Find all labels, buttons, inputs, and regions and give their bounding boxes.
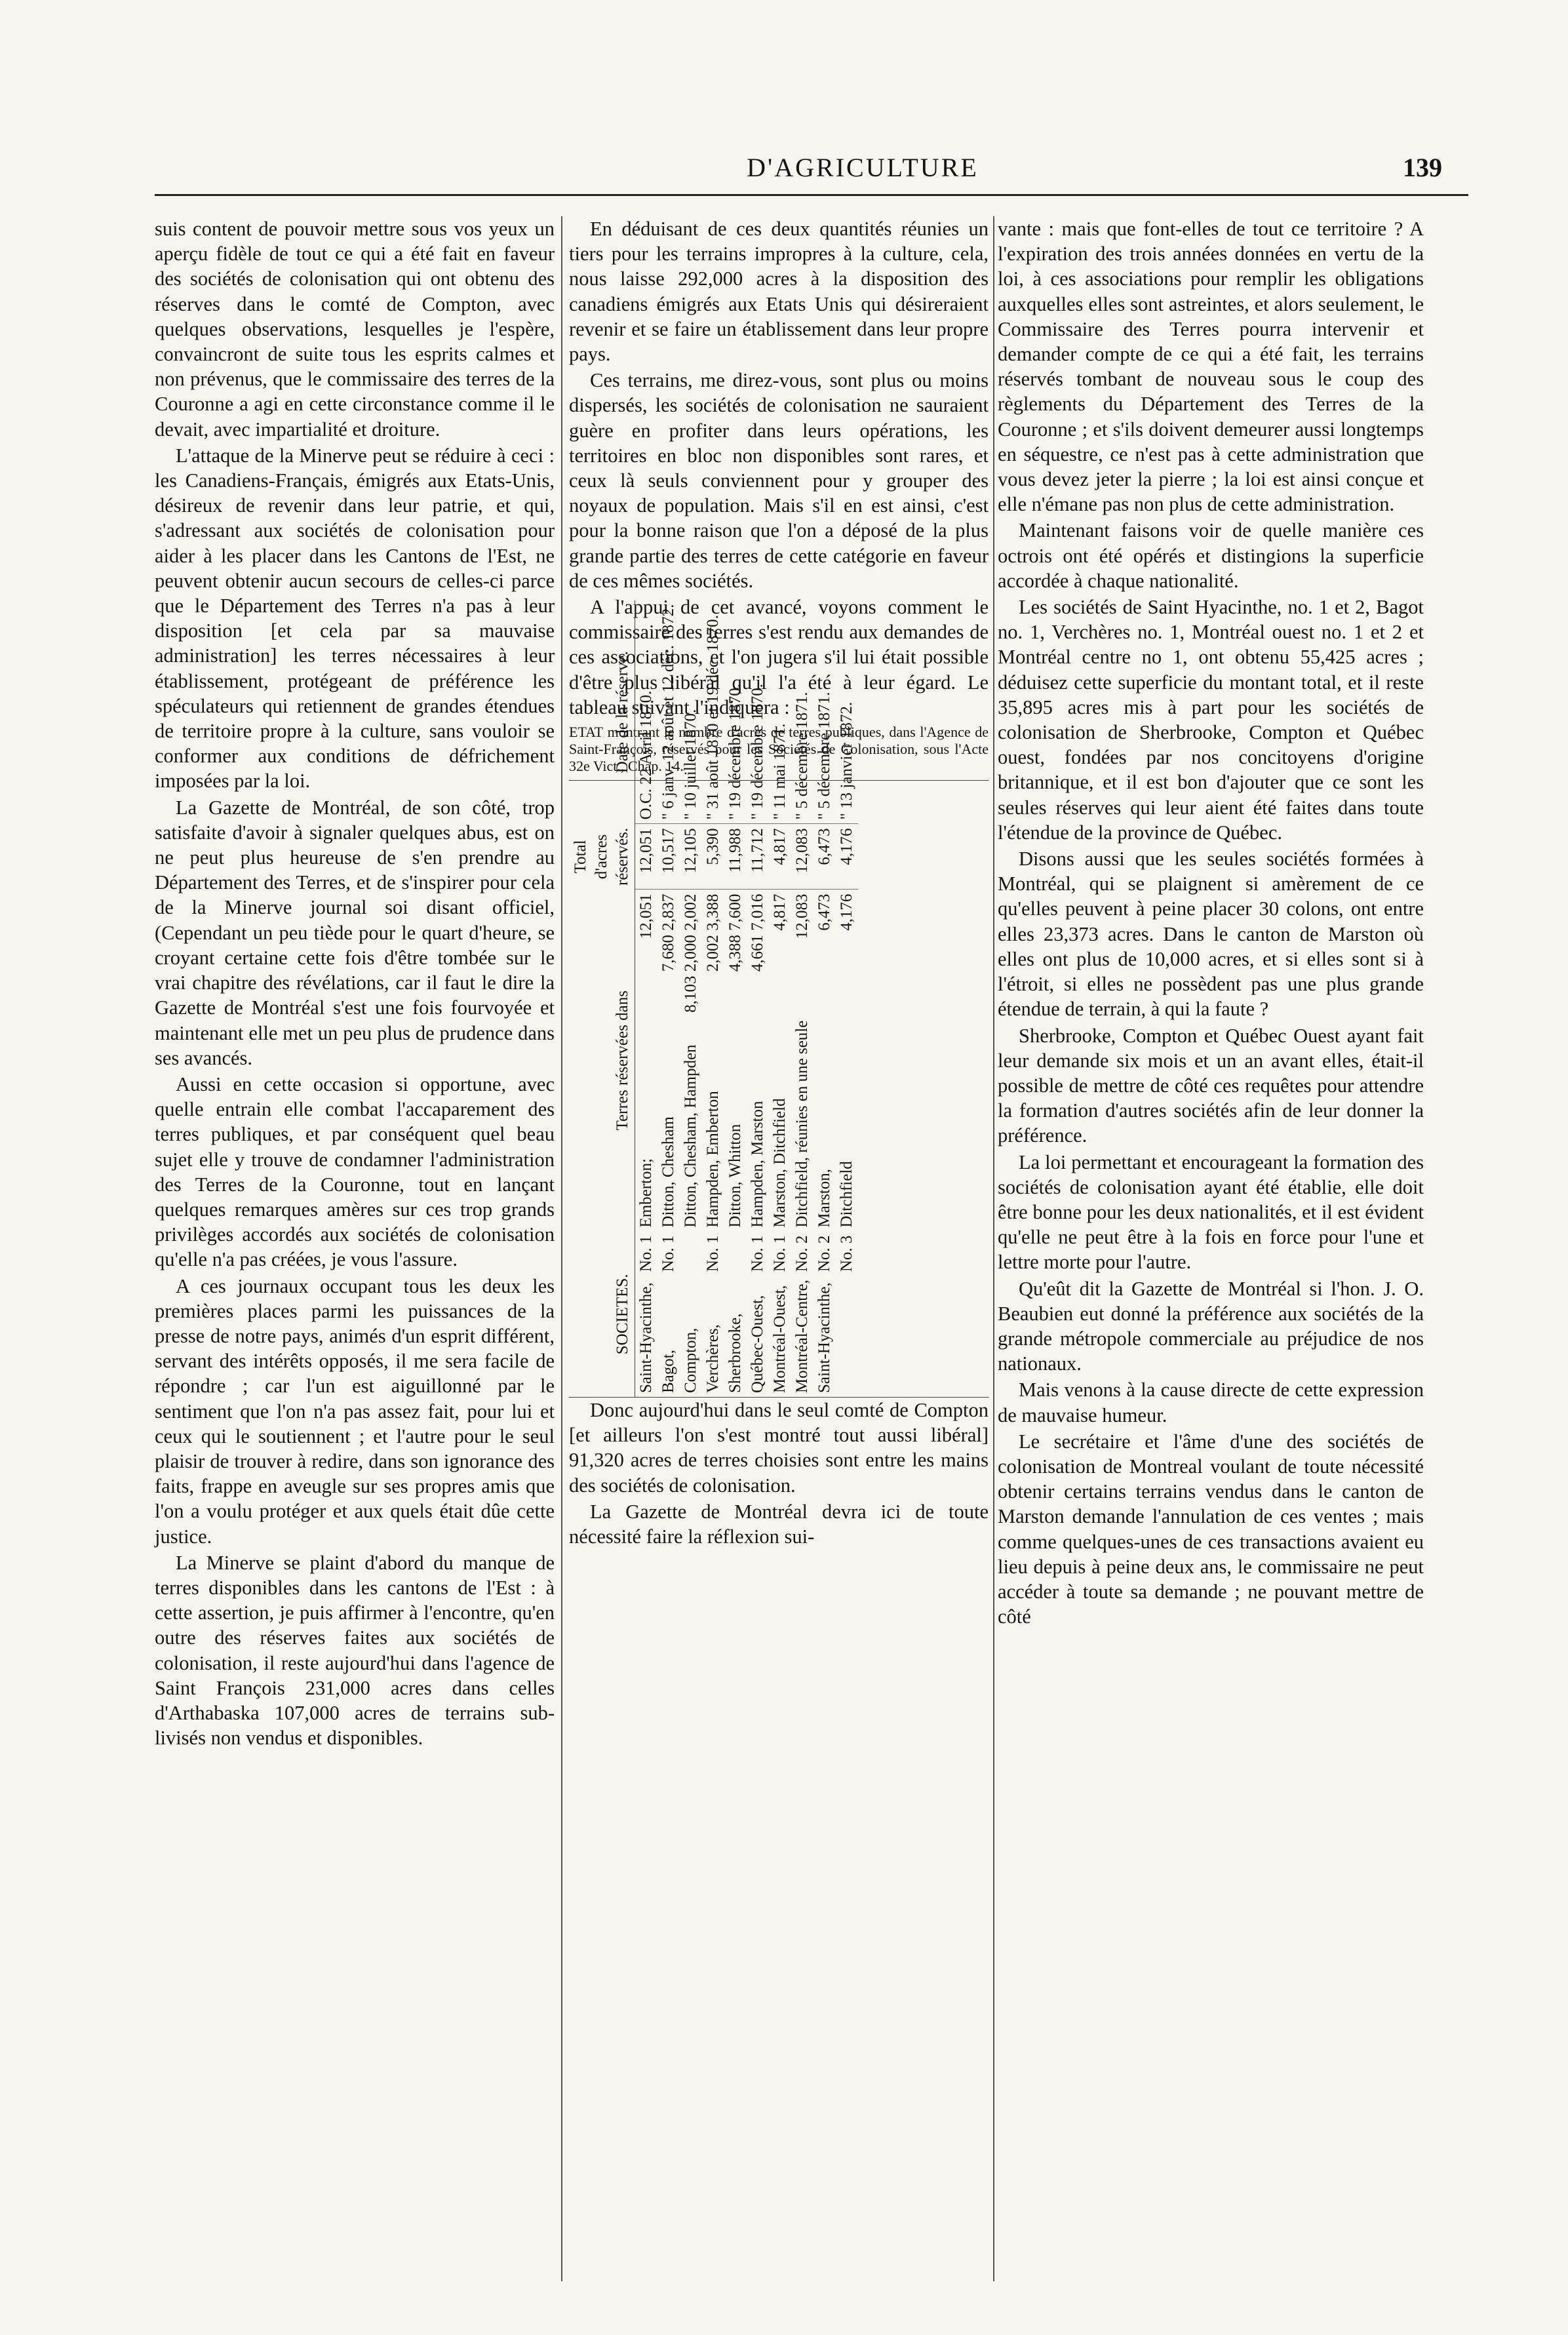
cell-no: No. 2 [815, 1235, 833, 1272]
table-caption-lead: ETAT [569, 724, 604, 741]
paragraph: Le secrétaire et l'âme d'une des sociétés de colonisation de Montreal voulant de toute nécessité obtenir certains terrains vendus dans le canton de Marston demande l'annulation de ces ventes ; mais comme quelques-unes de ces transactions avaient eu lieu depuis à peine deux ans, le commissaire ne peut accéder à toute sa demande ; ne pouvant mettre de côté [998, 1430, 1424, 1628]
table-row [635, 600, 658, 1397]
cell-cantons: Ditton, Whitton [726, 1124, 744, 1228]
cell-total: 6,473 [813, 824, 836, 890]
running-title: D'AGRICULTURE [747, 153, 979, 182]
column-left [155, 216, 555, 2281]
cell-acres: 7,680 2,837 [659, 893, 677, 972]
cell-cantons: Ditchfield [838, 1161, 855, 1228]
table-header-row [569, 600, 635, 1397]
paragraph: A ces journaux occupant tous les deux les premières places parmi les puissances de la presse de notre pays, animés d'un esprit différent, servant des intérêts opposés, il me sera facile de répondre ; car l'un est aiguillonné par le sentiment que l'on n'a pas assez fait, pour lui et ceux qui le soutiennent ; et l'autre pour le seul plaisir de trouver à redire, dans son ignorance des faits, frappe en aveugle sur ses propres amis que l'on a voulu protéger et aux quels était dûe cette justice. [155, 1274, 555, 1548]
cell-societe: Sherbrooke, [726, 1313, 744, 1394]
header-terres: Terres réservées dans [569, 890, 635, 1232]
cell-total: 11,988 [724, 824, 747, 890]
paragraph: Maintenant faisons voir de quelle manière ces octrois ont été opérés et distingions la superficie accordée à chaque nationalité. [998, 519, 1424, 592]
header-rule [155, 194, 1468, 196]
cell-societe: Québec-Ouest, [749, 1295, 766, 1394]
cell-acres: 4,176 [838, 893, 855, 931]
cell-acres: 4,661 7,016 [749, 893, 766, 972]
paragraph: L'attaque de la Minerve peut se réduire à ceci : les Canadiens-Français, émigrés aux Etats-Unis, désireux de revenir dans leur patrie, et qui, s'adressant aux sociétés de colonisation pour aider à les placer dans les Cantons de l'Est, ne peuvent obtenir aucun secours de celles-ci parce que le Département des Terres n'a pas à leur disposition [et cela par sa mauvaise administration] les terres nécessaires à leur établissement, protégeant de préférence les spéculateurs qui retiennent de grandes étendues de territoire propre à la culture, sans vouloir se conformer aux conditions de défrichement imposées par la loi. [155, 444, 555, 793]
paragraph: En déduisant de ces deux quantités réunies un tiers pour les terrains impropres à la culture, cela, nous laisse 292,000 acres à la disposition des canadiens émigrés aux Etats Unis qui désireraient revenir et se faire un établissement dans leur propre pays. [569, 218, 989, 366]
paragraph: suis content de pouvoir mettre sous vos yeux un aperçu fidèle de tout ce qui a été fait en faveur des sociétés de colonisation qui ont obtenu des réserves dans le comté de Compton, avec quelques observations, lesquelles je l'espère, convaincront de suite tous les esprits calmes et non prévenus, que le commissaire des terres de la Couronne a agi en cette circonstance comme il le devait, avec impartialité et droiture. [155, 218, 555, 441]
paragraph: Donc aujourd'hui dans le seul comté de Compton [et ailleurs l'on s'est montré tout aussi libéral] 91,320 acres de terres choisies sont entre les mains des sociétés de colonisation. [569, 1399, 989, 1497]
cell-total: 12,083 [791, 824, 813, 890]
paragraph: Aussi en cette occasion si opportune, avec quelle entrain elle combat l'accaparement des terres publiques, et par conséquent quel beau sujet elle y trouve de condamner l'administration des Terres de la Couronne, tout en lançant quelques remarques amères sur ces trop grands privilèges accordés aux sociétés de colonisation qu'elle n'a pas créées, je vous l'assure. [155, 1072, 555, 1271]
cell-societe: Montréal-Centre, [793, 1280, 811, 1394]
table-row [747, 600, 769, 1397]
cell-societe: Montréal-Ouest, [771, 1285, 789, 1394]
table-row [680, 600, 702, 1397]
cell-acres: 12,051 [637, 893, 655, 939]
column-middle [569, 216, 989, 2281]
cell-cantons: Hampden, Marston [749, 1101, 766, 1228]
cell-acres: 12,083 [793, 893, 811, 939]
cell-societe: Bagot, [659, 1350, 677, 1394]
cell-no: No. 1 [771, 1235, 789, 1272]
cell-societe: Compton, [682, 1327, 699, 1394]
paragraph: La Gazette de Montréal devra ici de toute nécessité faire la réflexion sui- [569, 1500, 989, 1548]
paragraph: La Gazette de Montréal, de son côté, trop satisfaite d'avoir à signaler quelques abus, est on ne peut plus heureuse de s'en prendre au Département des Terres, et de s'inspirer pour cela de la Minerve journal soi disant officiel, (Cependant un peu tiède pour le quart d'heure, se croyant certaine cette fois d'être tombée sur le vrai chapitre des révélations, car il faut le dire la Gazette de Montréal s'est une fois fourvoyée et maintenant elle met un peu plus de prudence dans ses avancés. [155, 796, 555, 1069]
cell-no: No. 1 [637, 1235, 655, 1272]
cell-total: 12,051 [635, 824, 658, 890]
cell-no: No. 1 [749, 1235, 766, 1272]
reserves-table [569, 600, 858, 1397]
cell-no [724, 1232, 747, 1276]
cell-cantons: Ditchfield, réunies en une seule [793, 1020, 811, 1228]
paragraph: vante : mais que font-elles de tout ce territoire ? A l'expiration des trois années données en vertu de la loi, à ces associations pour remplir les obligations auxquelles elles sont astreintes, et alors seulement, le Commissaire des Terres pourra intervenir et demander compte de ce qui a été fait, les terrains réservés tombant de nouveau sous le coup des règlements du Département des Terres de la Couronne ; et s'ils doivent demeurer aussi longtemps en séquestre, ce n'est pas à cette administration que vous devez jeter la pierre ; la loi est ainsi conçue et elle n'émane pas non plus de cette administration. [998, 218, 1424, 516]
cell-no: No. 1 [659, 1235, 677, 1272]
cell-total: 10,517 [657, 824, 680, 890]
cell-total: 5,390 [702, 824, 724, 890]
cell-acres: 4,388 7,600 [726, 893, 744, 972]
cell-date: " 10 juillet 1870. [680, 600, 702, 824]
paragraph: Mais venons à la cause directe de cette expression de mauvaise humeur. [998, 1379, 1424, 1426]
cell-cantons: Ditton, Chesham, Hampden [682, 1044, 699, 1228]
paragraph: La loi permettant et encourageant la formation des sociétés de colonisation ayant été établie, elle doit être bonne pour les deux nationalités, et il est évident qu'elle ne peut être à la fois en force pour l'une et lettre morte pour l'autre. [998, 1150, 1424, 1274]
header-date: Date de la réserve. [569, 600, 635, 824]
cell-acres: 6,473 [815, 893, 833, 931]
header-societes: SOCIETES. [569, 1232, 635, 1397]
cell-societe [836, 1276, 858, 1397]
cell-date: " 6 janv. 12 août et 12 déc. 1872. [657, 600, 680, 824]
column-right [998, 216, 1424, 2281]
table-caption-text: montrant le nombre d'acres de terres publiques, dans l'Agence de Saint-François, réservés pour les Sociétés de Colonisation, sous l'Acte 32e Vict., Chap. 14. [569, 724, 989, 775]
paragraph: A l'appui de cet avancé, voyons comment le commissaire des terres s'est rendu aux demandes de ces associations, et l'on jugera s'il lui était possible d'être plus libéral qu'il l'a été à leur égard. Le tableau suivant l'indiquera : [569, 596, 989, 718]
table-row [657, 600, 680, 1397]
cell-no: No. 3 [838, 1235, 855, 1272]
cell-date: " 31 août 1870 et 19 déc. 1870. [702, 600, 724, 824]
cell-total: 12,105 [680, 824, 702, 890]
paragraph: La Minerve se plaint d'abord du manque de terres disponibles dans les cantons de l'Est : à cette assertion, je puis affirmer à l'encontre, qu'en outre des réserves faites aux sociétés de colonisation, il reste aujourd'hui dans l'agence de Saint François 231,000 acres dans celles d'Arthabaska 107,000 acres de terrains sub-livisés non vendus et disponibles. [155, 1551, 555, 1750]
table-row [813, 600, 836, 1397]
cell-no: No. 1 [704, 1235, 722, 1272]
paragraph: Les sociétés de Saint Hyacinthe, no. 1 et 2, Bagot no. 1, Verchères no. 1, Montréal ouest no. 1 et 2 et Montréal centre no 1, ont obtenu 55,425 acres ; déduisez cette superficie du montant total, et il reste 35,895 acres mis à part pour les sociétés de colonisation de Sherbrooke, Compton et Québec ouest, fondées par nos concitoyens d'origine britannique, et il est bon d'ajouter que ce sont les seules réserves qui leur aient été faites dans toute l'étendue de la province de Québec. [998, 596, 1424, 844]
table-row [836, 600, 858, 1397]
header-total: Total d'acres réservés. [569, 824, 635, 890]
cell-total: 11,712 [747, 824, 769, 890]
paragraph: Ces terrains, me direz-vous, sont plus ou moins dispersés, les sociétés de colonisation ne sauraient guère en profiter dans leurs opérations, les territoires en bloc non disponibles sont rares, et ceux là seuls conviennent pour y grouper des noyaux de population. Mais s'il en est ainsi, c'est pour la bonne raison que l'on a déposé de la plus grande partie des terres de cette catégorie en faveur de ces mêmes sociétés. [569, 369, 989, 592]
cell-date: " 19 décembre 1870. [724, 600, 747, 824]
cell-date: " 19 décembre 1870. [747, 600, 769, 824]
page-header [155, 152, 1468, 191]
column-divider-1 [561, 216, 562, 2281]
cell-societe: Saint-Hyacinthe, [637, 1282, 655, 1394]
paragraph: Qu'eût dit la Gazette de Montréal si l'hon. J. O. Beaubien eut donné la préférence aux sociétés de la grande métropole commerciale au préjudice de nos nationaux. [998, 1277, 1424, 1375]
table-body [635, 600, 859, 1397]
cell-societe: Saint-Hyacinthe, [815, 1282, 833, 1394]
cell-cantons: Marston, Ditchfield [771, 1098, 789, 1228]
cell-societe: Verchères, [704, 1324, 722, 1394]
table-row [702, 600, 724, 1397]
table-row [791, 600, 813, 1397]
cell-date: " 5 décembre 1871. [791, 600, 813, 824]
cell-cantons: Ditton, Chesham [659, 1116, 677, 1228]
cell-total: 4,817 [769, 824, 791, 890]
cell-date: " 13 janvier 1872. [836, 600, 858, 824]
cell-date: O.C. 22 Avril 1870. [635, 600, 658, 824]
paragraph: Disons aussi que les seules sociétés formées à Montréal, qui se plaignent si amèrement de ce qu'elles peuvent à peine placer 30 colons, ont entre elles 23,373 acres. Dans le canton de Marston où elles ont plus de 10,000 acres, et si elles sont si à l'étroit, si elles ne possèdent pas une plus grande étendue de terrain, à qui la faute ? [998, 848, 1424, 1021]
cell-total: 4,176 [836, 824, 858, 890]
cell-acres: 2,002 3,388 [704, 893, 722, 972]
table-row [724, 600, 747, 1397]
table-row [769, 600, 791, 1397]
paragraph: Sherbrooke, Compton et Québec Ouest ayant fait leur demande six mois et un an avant elles, était-il possible de mettre de côté ces requêtes pour attendre la formation d'autres sociétés afin de leur donner la préférence. [998, 1024, 1424, 1147]
cell-cantons: Emberton; [637, 1158, 655, 1228]
cell-acres: 8,103 2,000 2,002 [682, 893, 699, 1013]
cell-date: " 11 mai 1871. [769, 600, 791, 824]
cell-no [680, 1232, 702, 1276]
page-number: 139 [1403, 153, 1442, 182]
cell-cantons: Hampden, Emberton [704, 1091, 722, 1228]
cell-date: " 5 décembre 1871. [813, 600, 836, 824]
column-divider-2 [993, 216, 994, 2281]
cell-no: No. 2 [793, 1235, 811, 1272]
cell-acres: 4,817 [771, 893, 789, 931]
cell-cantons: Marston, [815, 1169, 833, 1228]
